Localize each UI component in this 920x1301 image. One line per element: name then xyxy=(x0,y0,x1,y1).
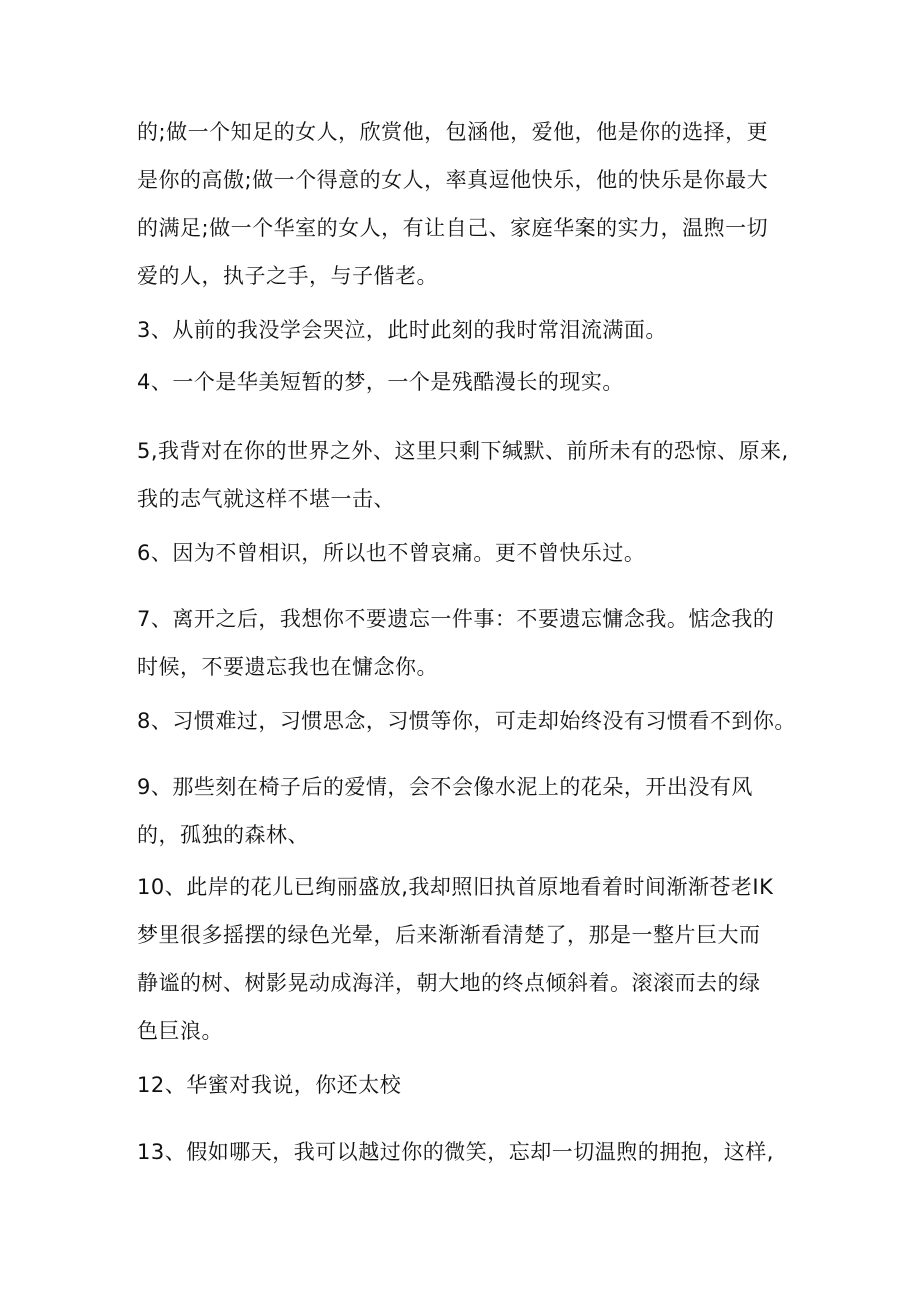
text-line: 12、华蜜对我说，你还太校 xyxy=(137,1073,402,1097)
text-line: 13、假如哪天，我可以越过你的微笑，忘却一切温煦的拥抱，这样, xyxy=(137,1140,774,1164)
text-line: 4、一个是华美短暂的梦，一个是残酷漫长的现实。 xyxy=(137,370,624,394)
text-line: 9、那些刻在椅子后的爱情，会不会像水泥上的花朵，开出没有风 xyxy=(137,775,753,799)
text-line: 色巨浪。 xyxy=(137,1019,223,1043)
text-line: 10、此岸的花儿已绚丽盛放,我却照旧执首原地看着时间渐渐苍老IK xyxy=(137,875,774,899)
text-line: 的;做一个知足的女人，欣赏他，包涵他，爱他，他是你的选择，更 xyxy=(137,120,769,144)
text-line: 8、习惯难过，习惯思念，习惯等你，可走却始终没有习惯看不到你。 xyxy=(137,709,796,733)
text-line: 时候，不要遗忘我也在慵念你。 xyxy=(137,655,438,679)
text-line: 的满足;做一个华室的女人，有让自己、家庭华案的实力，温煦一切 xyxy=(137,216,769,240)
text-line: 爱的人，执子之手，与子偕老。 xyxy=(137,264,438,288)
text-line: 是你的高傲;做一个得意的女人，率真逗他快乐，他的快乐是你最大 xyxy=(137,168,769,192)
text-line: 梦里很多摇摆的绿色光晕，后来渐渐看清楚了，那是一整片巨大而 xyxy=(137,923,761,947)
text-line: 3、从前的我没学会哭泣，此时此刻的我时常泪流满面。 xyxy=(137,318,667,342)
text-line: 5,我背对在你的世界之外、这里只剩下缄默、前所未有的恐惊、原来, xyxy=(137,439,789,463)
text-line: 静谧的树、树影晃动成海洋，朝大地的终点倾斜着。滚滚而去的绿 xyxy=(137,971,761,995)
text-line: 我的志气就这样不堪一击、 xyxy=(137,487,395,511)
text-line: 的，孤独的森林、 xyxy=(137,823,309,847)
text-line: 6、因为不曾相识，所以也不曾哀痛。更不曾快乐过。 xyxy=(137,541,646,565)
text-line: 7、离开之后，我想你不要遗忘一件事：不要遗忘慵念我。惦念我的 xyxy=(137,607,775,631)
